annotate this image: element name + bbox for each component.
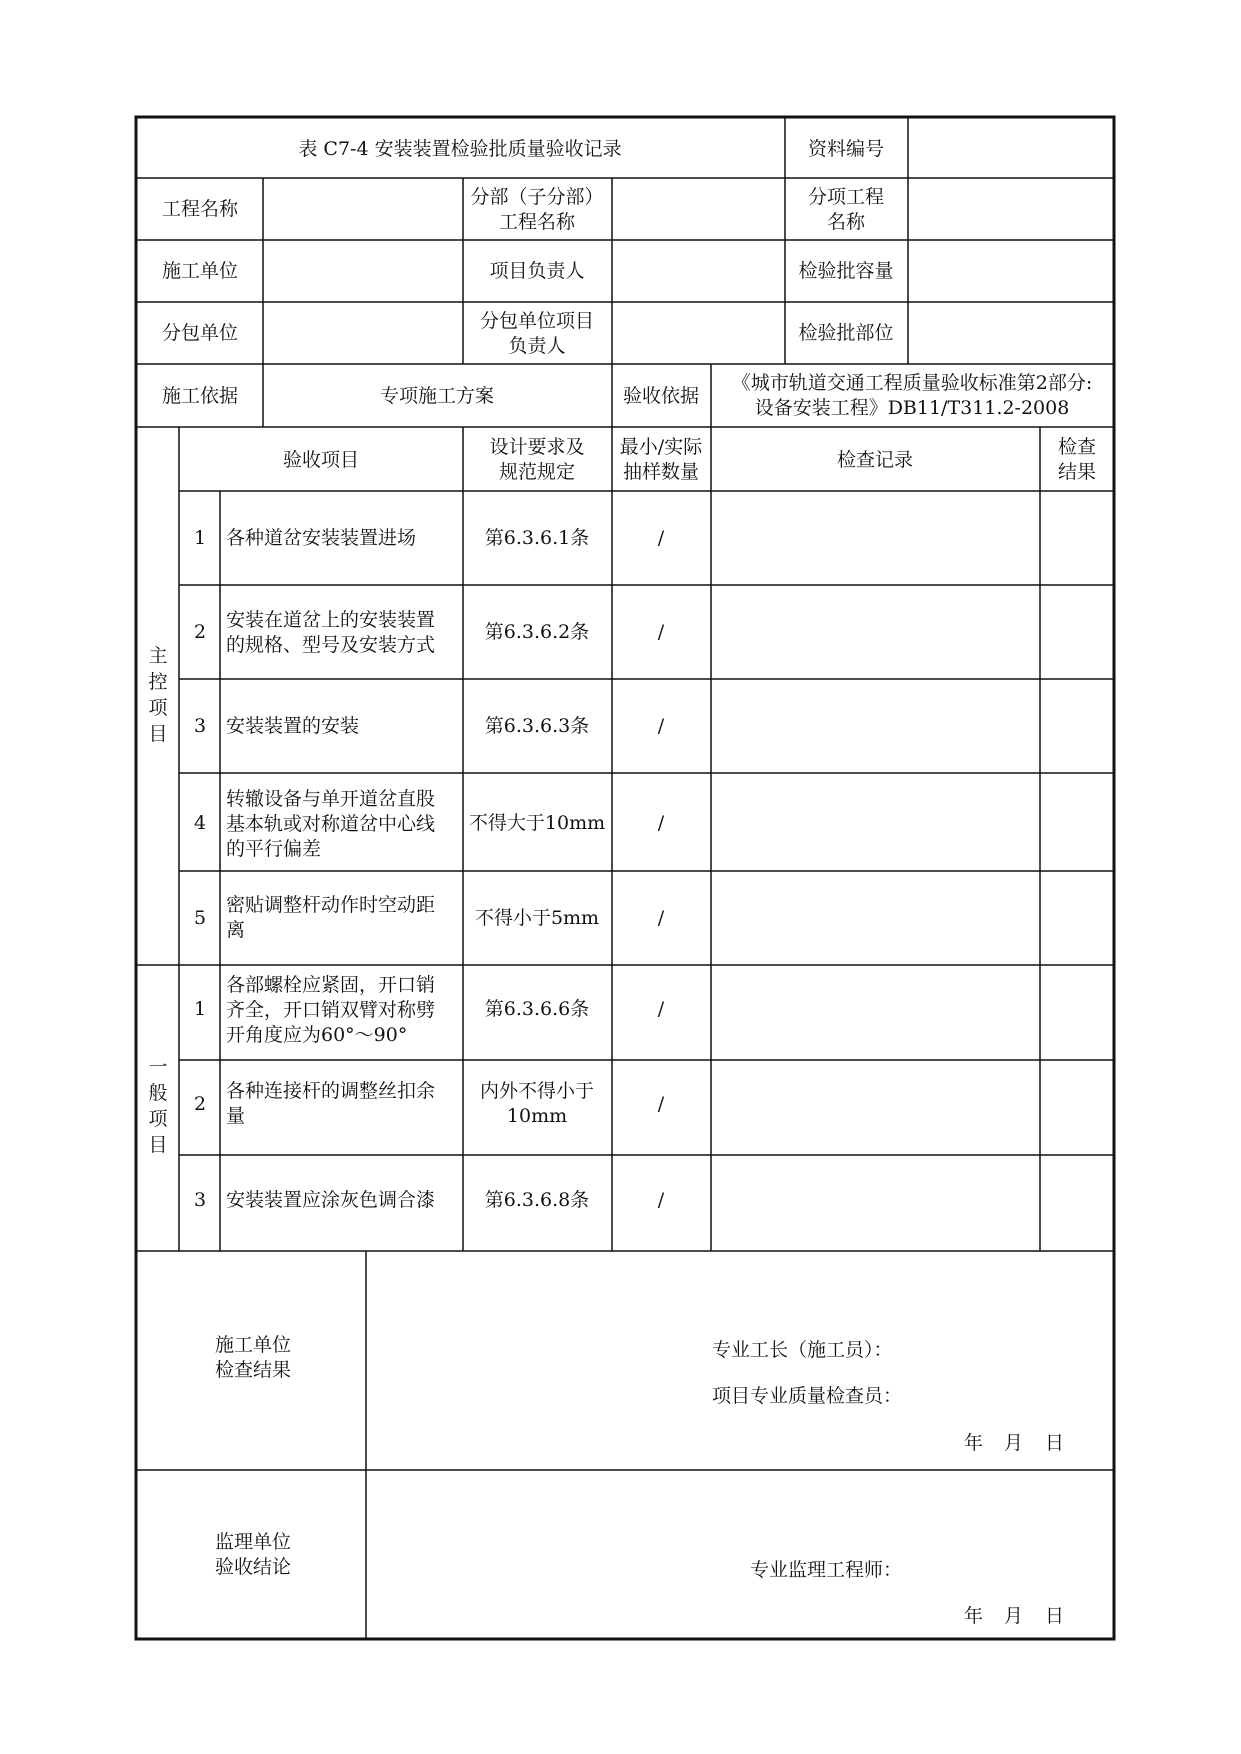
supervisor-date-day: 日 <box>1045 1605 1065 1627</box>
subcontractor-label: 分包单位 <box>161 322 239 344</box>
row-number: 5 <box>193 907 207 929</box>
vertical-rules <box>179 117 1040 1639</box>
contractor-check-label-line1: 施工单位 <box>214 1334 292 1356</box>
form-title: 表 C7-4 安装装置检验批质量验收记录 <box>298 138 622 160</box>
row-item-line2: 基本轨或对称道岔中心线 <box>226 813 436 835</box>
col-header-sample-line1: 最小/实际 <box>619 436 703 458</box>
item-project-label-line1: 分项工程 <box>807 186 885 208</box>
row-design: 第6.3.6.6条 <box>484 998 590 1020</box>
main-control-label-1: 主 <box>148 645 168 667</box>
supervising-engineer-signature-label: 专业监理工程师： <box>750 1559 903 1581</box>
construction-basis-value: 专项施工方案 <box>379 385 495 407</box>
row-sample: / <box>657 1093 665 1115</box>
row-item-line2: 的规格、型号及安装方式 <box>226 634 436 656</box>
general-item-label-3: 项 <box>148 1108 168 1130</box>
row-design: 第6.3.6.3条 <box>484 715 590 737</box>
main-control-label-3: 项 <box>148 697 168 719</box>
col-header-design-line1: 设计要求及 <box>489 436 585 458</box>
row-item-line2: 齐全，开口销双臂对称劈 <box>226 999 436 1021</box>
foreman-signature-label: 专业工长（施工员）： <box>712 1339 893 1361</box>
contractor-label: 施工单位 <box>161 260 239 282</box>
row-number: 2 <box>193 621 207 643</box>
row-sample: / <box>657 621 665 643</box>
row-item-line1: 各部螺栓应紧固，开口销 <box>226 974 436 996</box>
row-item-line1: 密贴调整杆动作时空动距 <box>226 894 436 916</box>
general-item-label-2: 般 <box>148 1082 168 1104</box>
table-row <box>194 609 665 656</box>
row-item-line1: 各种连接杆的调整丝扣余 <box>226 1080 436 1102</box>
quality-inspector-signature-label: 项目专业质量检查员： <box>712 1385 903 1407</box>
table-row <box>194 788 665 860</box>
row-sample: / <box>657 527 665 549</box>
row-item: 各种道岔安装装置进场 <box>226 527 417 549</box>
row-sample: / <box>657 812 665 834</box>
table-row <box>194 527 665 549</box>
project-name-label: 工程名称 <box>161 198 239 220</box>
row-sample: / <box>657 1189 665 1211</box>
contractor-date-month: 月 <box>1004 1432 1024 1454</box>
row-design: 第6.3.6.2条 <box>484 621 590 643</box>
contractor-date-year: 年 <box>964 1432 984 1454</box>
col-header-item: 验收项目 <box>282 449 360 471</box>
row-item-line1: 转辙设备与单开道岔直股 <box>226 788 436 810</box>
supervisor-check-label-line1: 监理单位 <box>214 1531 292 1553</box>
row-sample: / <box>657 907 665 929</box>
general-item-label-4: 目 <box>148 1134 168 1156</box>
contractor-date-day: 日 <box>1045 1432 1065 1454</box>
row-number: 4 <box>193 812 207 834</box>
row-design: 第6.3.6.8条 <box>484 1189 590 1211</box>
row-item-line2: 量 <box>226 1105 246 1127</box>
sub-project-label-line1: 分部（子分部） <box>470 186 604 208</box>
col-header-record: 检查记录 <box>836 449 914 471</box>
table-row <box>194 894 665 941</box>
row-design: 不得小于5mm <box>474 907 600 929</box>
sub-manager-label-line2: 负责人 <box>508 335 566 357</box>
acceptance-basis-value-line1: 《城市轨道交通工程质量验收标准第2部分: <box>731 372 1093 394</box>
row-design-line2: 10mm <box>506 1105 568 1127</box>
acceptance-basis-label: 验收依据 <box>622 385 700 407</box>
row-item-line1: 安装在道岔上的安装装置 <box>226 609 436 631</box>
row-item-line2: 离 <box>226 919 246 941</box>
row-sample: / <box>657 715 665 737</box>
batch-capacity-label: 检验批容量 <box>798 260 894 282</box>
table-row <box>194 715 665 737</box>
supervisor-check-label-line2: 验收结论 <box>214 1556 292 1578</box>
row-item-line3: 的平行偏差 <box>226 838 322 860</box>
col-header-result-line1: 检查 <box>1057 436 1097 458</box>
sub-manager-label-line1: 分包单位项目 <box>479 310 595 332</box>
general-item-label-1: 一 <box>148 1056 168 1078</box>
acceptance-basis-value-line2: 设备安装工程》DB11/T311.2-2008 <box>754 397 1070 419</box>
sub-project-label-line2: 工程名称 <box>498 211 576 233</box>
item-project-label-line2: 名称 <box>826 211 866 233</box>
row-design-line1: 内外不得小于 <box>479 1080 595 1102</box>
col-header-result-line2: 结果 <box>1057 461 1097 483</box>
row-number: 1 <box>193 998 207 1020</box>
supervisor-date-year: 年 <box>964 1605 984 1627</box>
supervisor-date-month: 月 <box>1004 1605 1024 1627</box>
row-item: 安装装置的安装 <box>226 715 360 737</box>
col-header-sample-line2: 抽样数量 <box>622 461 700 483</box>
contractor-check-label-line2: 检查结果 <box>214 1359 292 1381</box>
row-number: 3 <box>193 715 207 737</box>
construction-basis-label: 施工依据 <box>161 385 239 407</box>
col-header-design-line2: 规范规定 <box>498 461 576 483</box>
table-row <box>194 974 665 1046</box>
main-control-label-2: 控 <box>148 671 168 693</box>
form-outer-border <box>136 117 1114 1639</box>
row-item: 安装装置应涂灰色调合漆 <box>226 1189 436 1211</box>
row-number: 1 <box>193 527 207 549</box>
project-manager-label: 项目负责人 <box>489 260 585 282</box>
row-item-line3: 开角度应为60°～90° <box>226 1024 408 1046</box>
table-row <box>194 1189 665 1211</box>
row-design: 不得大于10mm <box>468 812 606 834</box>
batch-location-label: 检验批部位 <box>798 322 894 344</box>
doc-no-label: 资料编号 <box>807 138 885 160</box>
row-design: 第6.3.6.1条 <box>484 527 590 549</box>
main-control-label-4: 目 <box>148 723 168 745</box>
row-number: 3 <box>193 1189 207 1211</box>
row-sample: / <box>657 998 665 1020</box>
row-number: 2 <box>193 1093 207 1115</box>
table-row <box>194 1080 665 1127</box>
